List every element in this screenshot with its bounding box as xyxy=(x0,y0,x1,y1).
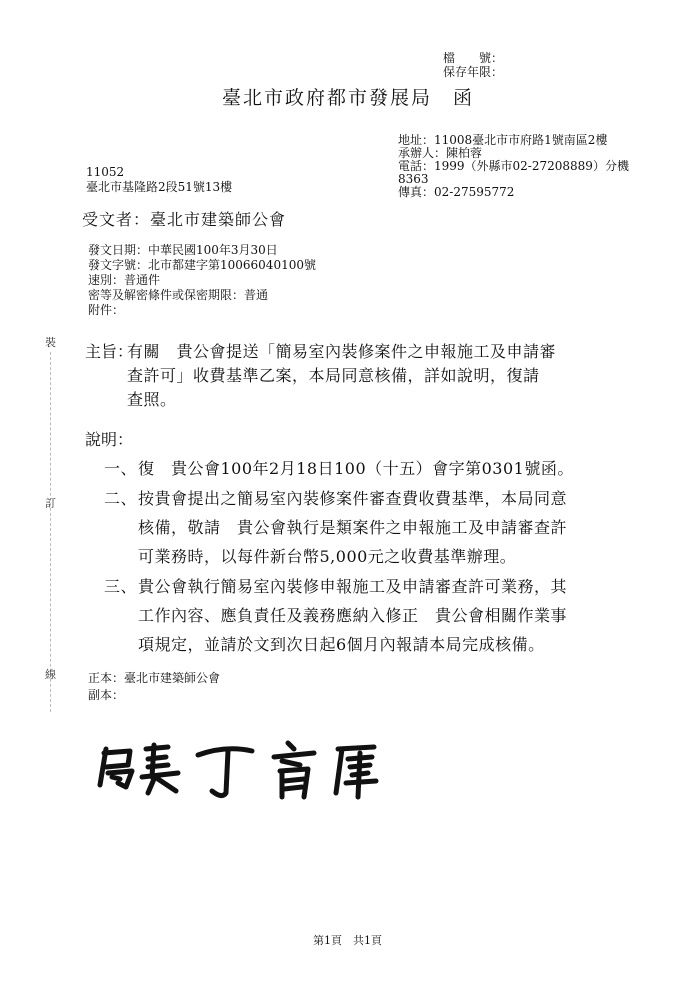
sender-address: 地址：11008臺北市市府路1號南區2樓 xyxy=(398,133,608,147)
recipient-address xyxy=(86,165,232,195)
item-line: 工作內容、應負責任及義務應納入修正 貴公會相關作業事 xyxy=(138,606,568,625)
subject-heading: 主旨： xyxy=(85,342,134,361)
archive-info xyxy=(443,51,503,79)
sender-phone-ext: 8363 xyxy=(398,172,429,186)
attachments: 附件： xyxy=(88,303,125,317)
secrecy-level: 密等及解密條件或保密期限：普通 xyxy=(88,288,269,302)
sender-fax: 傳真：02-27595772 xyxy=(398,185,515,199)
item-line: 核備，敬請 貴公會執行是類案件之申報施工及申請審查許 xyxy=(138,518,568,537)
page-number: 第1頁 共1頁 xyxy=(313,934,382,947)
document-number: 發文字號：北市都建字第10066040100號 xyxy=(88,258,316,272)
subject-body xyxy=(127,340,647,412)
director-signature xyxy=(96,735,386,805)
file-number-label: 檔 號： xyxy=(443,51,504,65)
main-copy: 正本：臺北市建築師公會 xyxy=(88,671,221,685)
binding-mark-top: 裝 xyxy=(45,336,56,349)
carbon-copy: 副本： xyxy=(88,688,125,702)
sender-phone: 電話：1999（外縣市02-27208889）分機 xyxy=(398,159,629,173)
item-line: 貴公會執行簡易室內裝修申報施工及申請審查許可業務，其 xyxy=(138,577,568,596)
recipient-street: 臺北市基隆路2段51號13樓 xyxy=(86,180,233,194)
recipient: 受文者：臺北市建築師公會 xyxy=(82,210,287,229)
item-line: 復 貴公會100年2月18日100（十五）會字第0301號函。 xyxy=(138,459,574,478)
item-number: 一、 xyxy=(104,459,138,478)
subject-line: 查照。 xyxy=(127,390,177,409)
retention-period-label: 保存年限： xyxy=(443,65,504,79)
item-number: 三、 xyxy=(104,577,138,596)
agency-title: 臺北市政府都市發展局 函 xyxy=(222,87,475,109)
recipient-postcode: 11052 xyxy=(86,165,125,179)
item-line: 按貴會提出之簡易室內裝修案件審查費收費基準，本局同意 xyxy=(138,489,568,508)
item-line: 項規定，並請於文到次日起6個月內報請本局完成核備。 xyxy=(138,635,545,654)
binding-mark-middle: 訂 xyxy=(45,497,56,510)
binding-mark-bottom: 線 xyxy=(45,668,56,681)
item-number: 二、 xyxy=(104,489,138,508)
sender-contact xyxy=(398,134,629,199)
subject-line: 查許可」收費基準乙案，本局同意核備，詳如說明，復請 xyxy=(127,366,540,385)
copies xyxy=(88,670,220,704)
explanation-heading: 說明： xyxy=(85,430,134,449)
document-fields xyxy=(88,243,316,318)
binding-line xyxy=(50,352,51,712)
item-line: 可業務時，以每件新台幣5,000元之收費基準辦理。 xyxy=(138,547,517,566)
issue-date: 發文日期：中華民國100年3月30日 xyxy=(88,243,278,257)
sender-handler: 承辦人：陳柏蓉 xyxy=(398,146,483,160)
signature-image xyxy=(96,735,386,805)
delivery-speed: 速別：普通件 xyxy=(88,273,161,287)
subject-line: 有關 貴公會提送「簡易室內裝修案件之申報施工及申請審 xyxy=(127,342,557,361)
